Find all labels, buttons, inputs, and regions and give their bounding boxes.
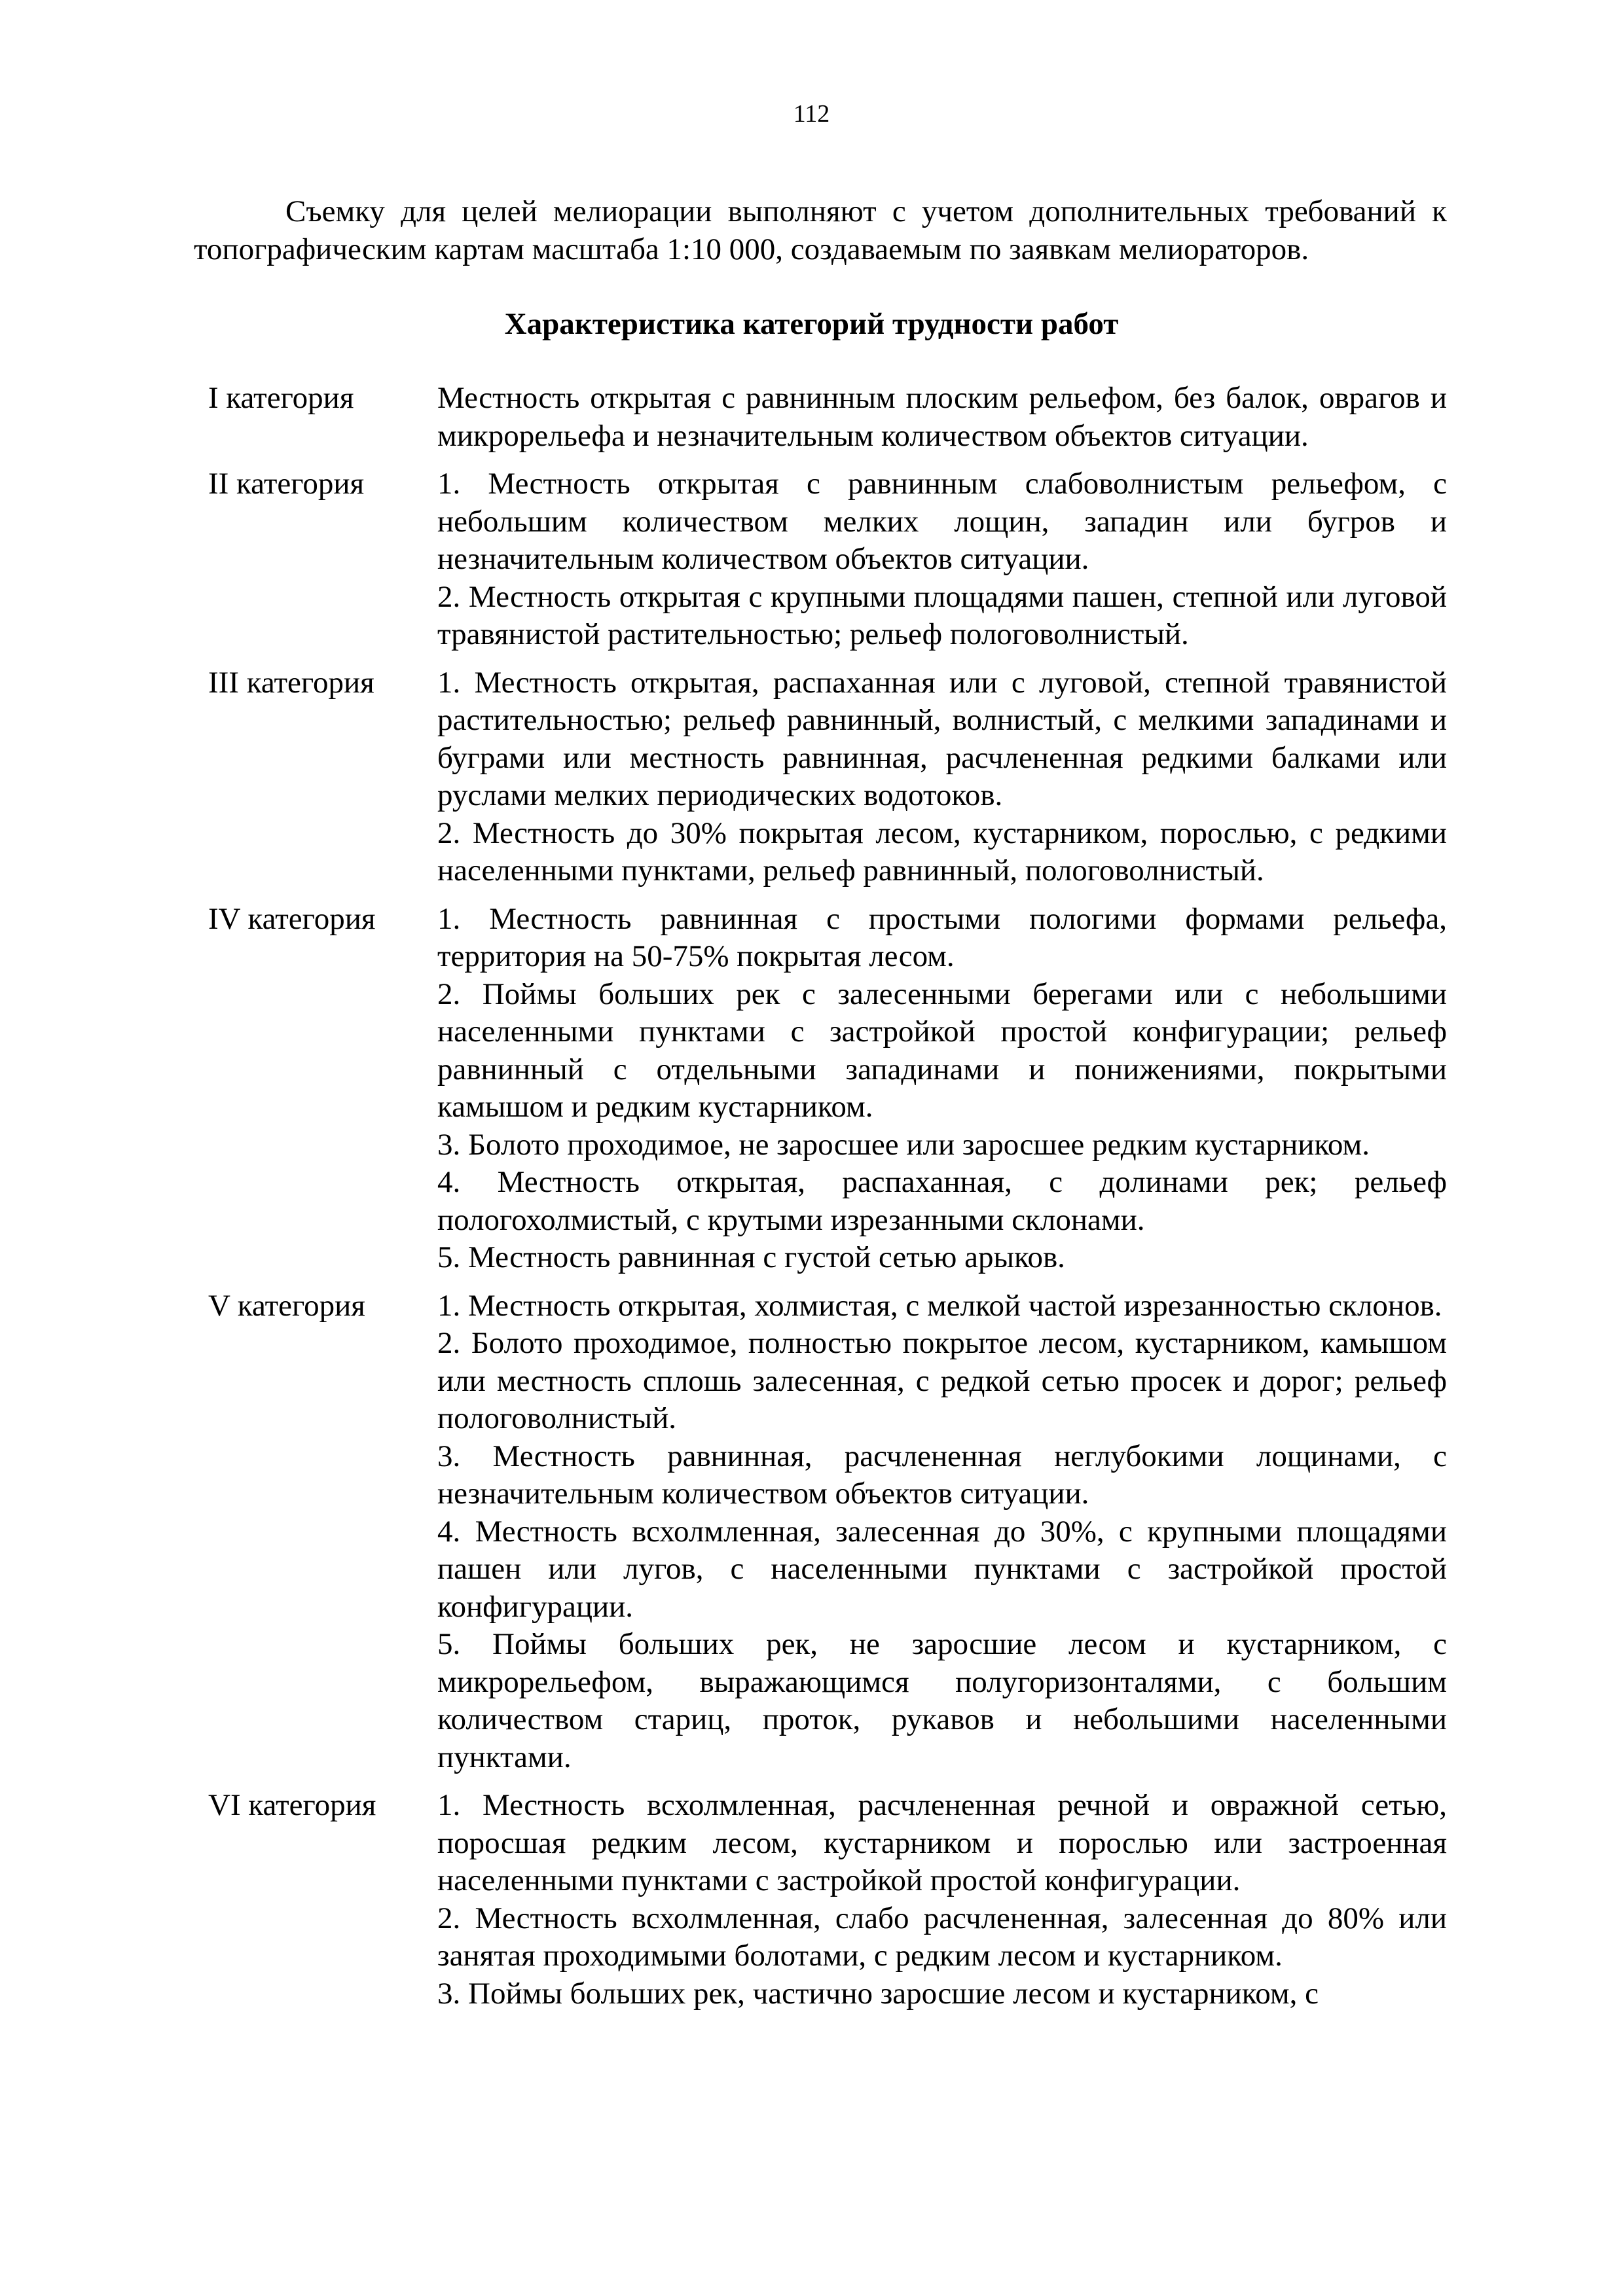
category-item: 3. Болото проходимое, не заросшее или заросшее редким кустарником. <box>437 1127 1370 1162</box>
category-row <box>208 380 1447 455</box>
category-item: 1. Местность открытая, холмистая, с мелкой частой изрезанностью склонов. <box>437 1288 1442 1323</box>
category-description <box>437 1787 1447 2013</box>
category-item: 1. Местность всхолмленная, расчлененная речной и овражной сетью, поросшая редким лесом, кустарником и порослью или застроенная населенными пунктами с застройкой простой конфигурации. <box>437 1788 1447 1897</box>
category-label: III категория <box>208 665 374 700</box>
category-description <box>437 465 1447 654</box>
category-label: V категория <box>208 1288 365 1323</box>
category-item: 2. Местность всхолмленная, слабо расчлененная, залесенная до 80% или занятая проходимыми болотами, с редким лесом и кустарником. <box>437 1901 1447 1973</box>
category-item: 5. Местность равнинная с густой сетью арыков. <box>437 1240 1065 1274</box>
intro-paragraph: Съемку для целей мелиорации выполняют с учетом дополнительных требований к топографическим картам масштаба 1:10 000, создаваемым по заявкам мелиораторов. <box>194 194 1447 266</box>
category-description <box>437 901 1447 1277</box>
categories-list <box>208 380 1447 2023</box>
category-item: Местность открытая с равнинным плоским рельефом, без балок, оврагов и микрорельефа и незначительным количеством объектов ситуации. <box>437 381 1447 453</box>
category-row <box>208 664 1447 890</box>
category-item: 4. Местность всхолмленная, залесенная до 30%, с крупными площадями пашен или лугов, с населенными пунктами с застройкой простой конфигурации. <box>437 1514 1447 1624</box>
category-description <box>437 664 1447 890</box>
category-item: 1. Местность открытая, распаханная или с луговой, степной травянистой растительностью; рельеф равнинный, волнистый, с мелкими западинами и буграми или местность равнинная, расчлененная редкими балками или руслами мелких периодических водотоков. <box>437 665 1447 812</box>
page-number: 112 <box>793 100 830 128</box>
category-row <box>208 901 1447 1277</box>
category-item: 3. Местность равнинная, расчлененная неглубокими лощинами, с незначительным количеством объектов ситуации. <box>437 1439 1447 1511</box>
category-label: I категория <box>208 381 354 415</box>
category-description <box>437 1287 1447 1777</box>
category-row <box>208 1787 1447 2013</box>
category-item: 2. Поймы больших рек с залесенными берегами или с небольшими населенными пунктами с застройкой простой конфигурации; рельеф равнинный с отдельными западинами и понижениями, покрытыми камышом и редким кустарником. <box>437 977 1447 1124</box>
category-label: II категория <box>208 467 365 501</box>
category-label: VI категория <box>208 1788 376 1822</box>
section-title: Характеристика категорий трудности работ <box>504 307 1119 341</box>
category-label: IV категория <box>208 901 376 936</box>
category-row <box>208 1287 1447 1777</box>
category-item: 2. Местность открытая с крупными площадями пашен, степной или луговой травянистой растительностью; рельеф пологоволнистый. <box>437 579 1447 651</box>
category-item: 1. Местность равнинная с простыми пологими формами рельефа, территория на 50-75% покрытая лесом. <box>437 901 1447 973</box>
category-item: 5. Поймы больших рек, не заросшие лесом и кустарником, с микрорельефом, выражающимся полугоризонталями, с большим количеством стариц, проток, рукавов и небольшими населенными пунктами. <box>437 1627 1447 1774</box>
category-description <box>437 380 1447 455</box>
category-item: 1. Местность открытая с равнинным слабоволнистым рельефом, с небольшим количеством мелких лощин, западин или бугров и незначительным количеством объектов ситуации. <box>437 467 1447 576</box>
category-item: 4. Местность открытая, распаханная, с долинами рек; рельеф пологохолмистый, с крутыми изрезанными склонами. <box>437 1165 1447 1237</box>
category-item: 2. Местность до 30% покрытая лесом, кустарником, порослью, с редкими населенными пунктами, рельеф равнинный, пологоволнистый. <box>437 816 1447 888</box>
category-item: 2. Болото проходимое, полностью покрытое лесом, кустарником, камышом или местность сплошь залесенная, с редкой сетью просек и дорог; рельеф пологоволнистый. <box>437 1326 1447 1435</box>
category-item: 3. Поймы больших рек, частично заросшие лесом и кустарником, с <box>437 1976 1319 2011</box>
category-row <box>208 465 1447 654</box>
